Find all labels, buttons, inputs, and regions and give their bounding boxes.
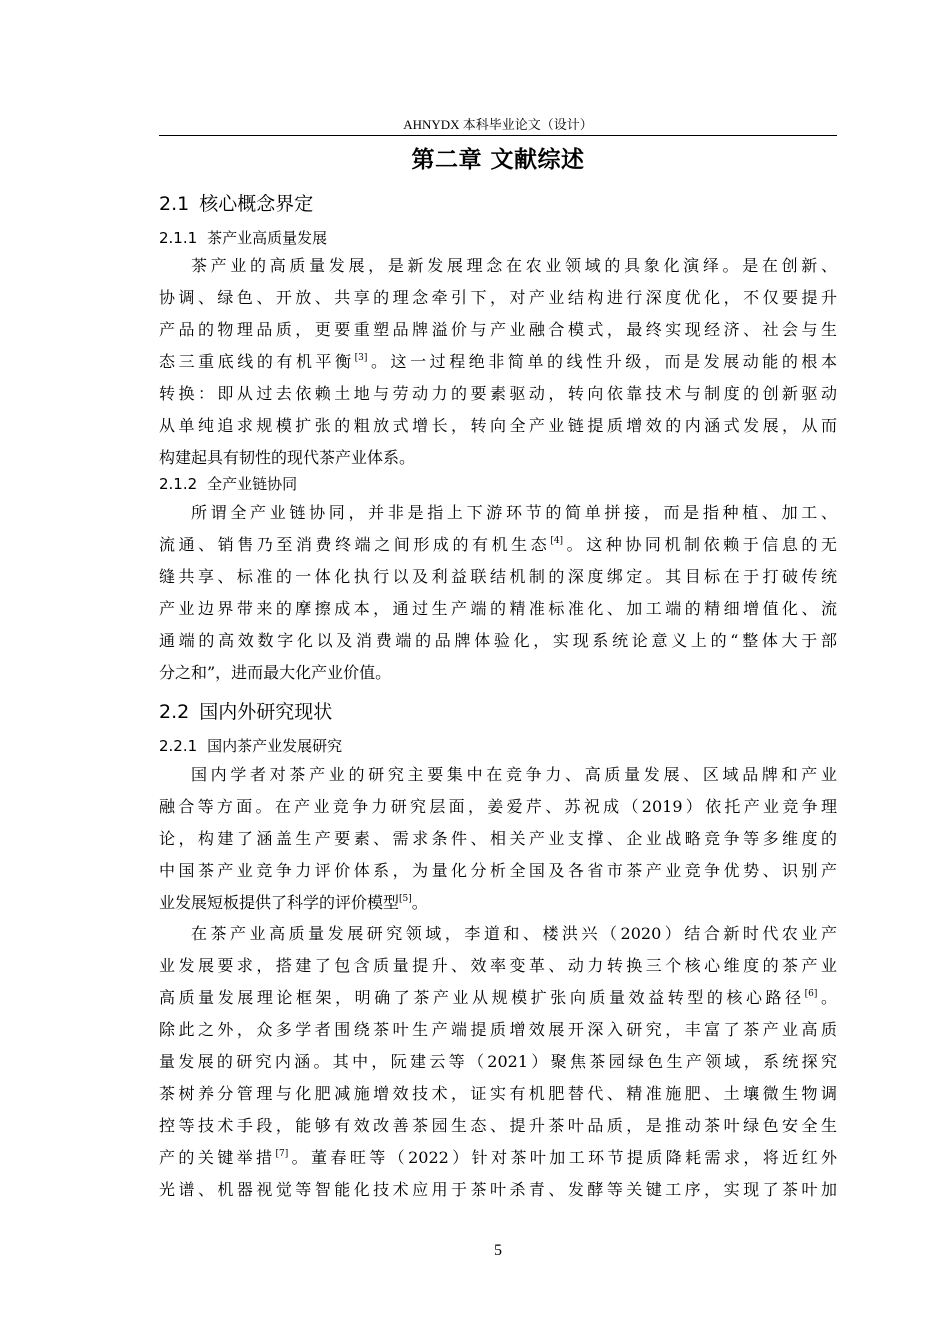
text-line: 缝共享、标准的一体化执行以及利益联结机制的深度绑定。其目标在于打破传统 <box>159 567 837 586</box>
text-line: 光谱、机器视觉等智能化技术应用于茶叶杀青、发酵等关键工序，实现了茶叶加 <box>159 1180 837 1199</box>
text-line: 茶产业的高质量发展，是新发展理念在农业领域的具象化演绎。是在创新、 <box>191 256 837 275</box>
text-segment: 高质量发展理论框架，明确了茶产业从规模扩张向质量效益转型的核心路径 <box>159 988 805 1007</box>
section-heading-2-2 <box>159 697 332 724</box>
paragraph-high-quality-development <box>159 250 837 474</box>
running-header: AHNYDX 本科毕业论文（设计） <box>403 117 593 132</box>
page-number: 5 <box>494 1242 502 1259</box>
text-segment: 业发展短板提供了科学的评价模型 <box>159 893 400 912</box>
text-line: 除此之外，众多学者围绕茶叶生产端提质增效展开深入研究，丰富了茶产业高质 <box>159 1020 837 1039</box>
text-line <box>159 1142 837 1174</box>
text-line: 业发展要求，搭建了包含质量提升、效率变革、动力转换三个核心维度的茶产业 <box>159 956 837 975</box>
text-line: 分之和”，进而最大化产业价值。 <box>159 663 392 682</box>
text-line: 控等技术手段，能够有效改善茶园生态、提升茶叶品质，是推动茶叶绿色安全生 <box>159 1116 837 1135</box>
citation-ref[interactable]: [3] <box>354 353 368 363</box>
text-line: 协调、绿色、开放、共享的理念牵引下，对产业结构进行深度优化，不仅要提升 <box>159 288 837 307</box>
subsection-title: 茶产业高质量发展 <box>207 229 328 247</box>
text-segment: 流通、销售乃至消费终端之间形成的有机生态 <box>159 535 551 554</box>
subsection-title: 国内茶产业发展研究 <box>207 737 343 755</box>
paragraph-domestic-research <box>159 759 837 919</box>
paragraph-quality-development-research <box>159 918 837 1206</box>
text-segment: 产的关键举措 <box>159 1148 276 1167</box>
text-line: 中国茶产业竞争力评价体系，为量化分析全国及各省市茶产业竞争优势、识别产 <box>159 861 837 880</box>
text-line: 国内学者对茶产业的研究主要集中在竞争力、高质量发展、区域品牌和产业 <box>191 765 837 784</box>
text-line: 融合等方面。在产业竞争力研究层面，姜爱芹、苏祝成（2019）依托产业竞争理 <box>159 797 837 816</box>
text-line: 在茶产业高质量发展研究领域，李道和、楼洪兴（2020）结合新时代农业产 <box>191 924 837 943</box>
text-line <box>159 887 837 919</box>
citation-ref[interactable]: [4] <box>550 536 564 546</box>
section-number: 2.1 <box>159 193 190 215</box>
header-divider <box>159 135 837 136</box>
subsection-heading-2-2-1 <box>159 735 342 756</box>
text-line: 构建起具有韧性的现代茶产业体系。 <box>159 448 416 467</box>
text-segment: 。这种协同机制依赖于信息的无 <box>563 535 837 554</box>
text-segment: 。这一过程绝非简单的线性升级，而是发展动能的根本 <box>367 352 837 371</box>
citation-ref[interactable]: [5] <box>399 894 412 904</box>
text-line: 通端的高效数字化以及消费端的品牌体验化，实现系统论意义上的“整体大于部 <box>159 631 837 650</box>
text-segment: 。董春旺等（2022）针对茶叶加工环节提质降耗需求，将近红外 <box>288 1148 837 1167</box>
section-heading-2-1 <box>159 189 313 216</box>
text-line: 产品的物理品质，更要重塑品牌溢价与产业融合模式，最终实现经济、社会与生 <box>159 320 837 339</box>
text-line: 论，构建了涵盖生产要素、需求条件、相关产业支撑、企业战略竞争等多维度的 <box>159 829 837 848</box>
text-line <box>159 346 837 378</box>
citation-ref[interactable]: [7] <box>275 1149 289 1159</box>
subsection-title: 全产业链协同 <box>207 475 298 493</box>
text-line: 转换：即从过去依赖土地与劳动力的要素驱动，转向依靠技术与制度的创新驱动 <box>159 384 837 403</box>
text-line: 产业边界带来的摩擦成本，通过生产端的精准标准化、加工端的精细增值化、流 <box>159 599 837 618</box>
section-title: 国内外研究现状 <box>199 701 333 723</box>
text-segment: 态三重底线的有机平衡 <box>159 352 355 371</box>
section-number: 2.2 <box>159 701 190 723</box>
citation-ref[interactable]: [6] <box>804 989 818 999</box>
subsection-number: 2.2.1 <box>159 737 198 755</box>
section-title: 核心概念界定 <box>199 193 314 215</box>
subsection-heading-2-1-2 <box>159 473 297 494</box>
subsection-heading-2-1-1 <box>159 227 327 248</box>
text-line: 量发展的研究内涵。其中，阮建云等（2021）聚焦茶园绿色生产领域，系统探究 <box>159 1052 837 1071</box>
text-line <box>159 529 837 561</box>
text-line: 茶树养分管理与化肥减施增效技术，证实有机肥替代、精准施肥、土壤微生物调 <box>159 1084 837 1103</box>
text-segment: 。 <box>817 988 837 1007</box>
chapter-title: 第二章 文献综述 <box>411 147 585 173</box>
text-line: 从单纯追求规模扩张的粗放式增长，转向全产业链提质增效的内涵式发展，从而 <box>159 416 837 435</box>
paragraph-industry-chain <box>159 497 837 689</box>
text-line <box>159 982 837 1014</box>
subsection-number: 2.1.1 <box>159 229 198 247</box>
text-segment: 。 <box>411 893 428 912</box>
subsection-number: 2.1.2 <box>159 475 198 493</box>
text-line: 所谓全产业链协同，并非是指上下游环节的简单拼接，而是指种植、加工、 <box>191 503 837 522</box>
